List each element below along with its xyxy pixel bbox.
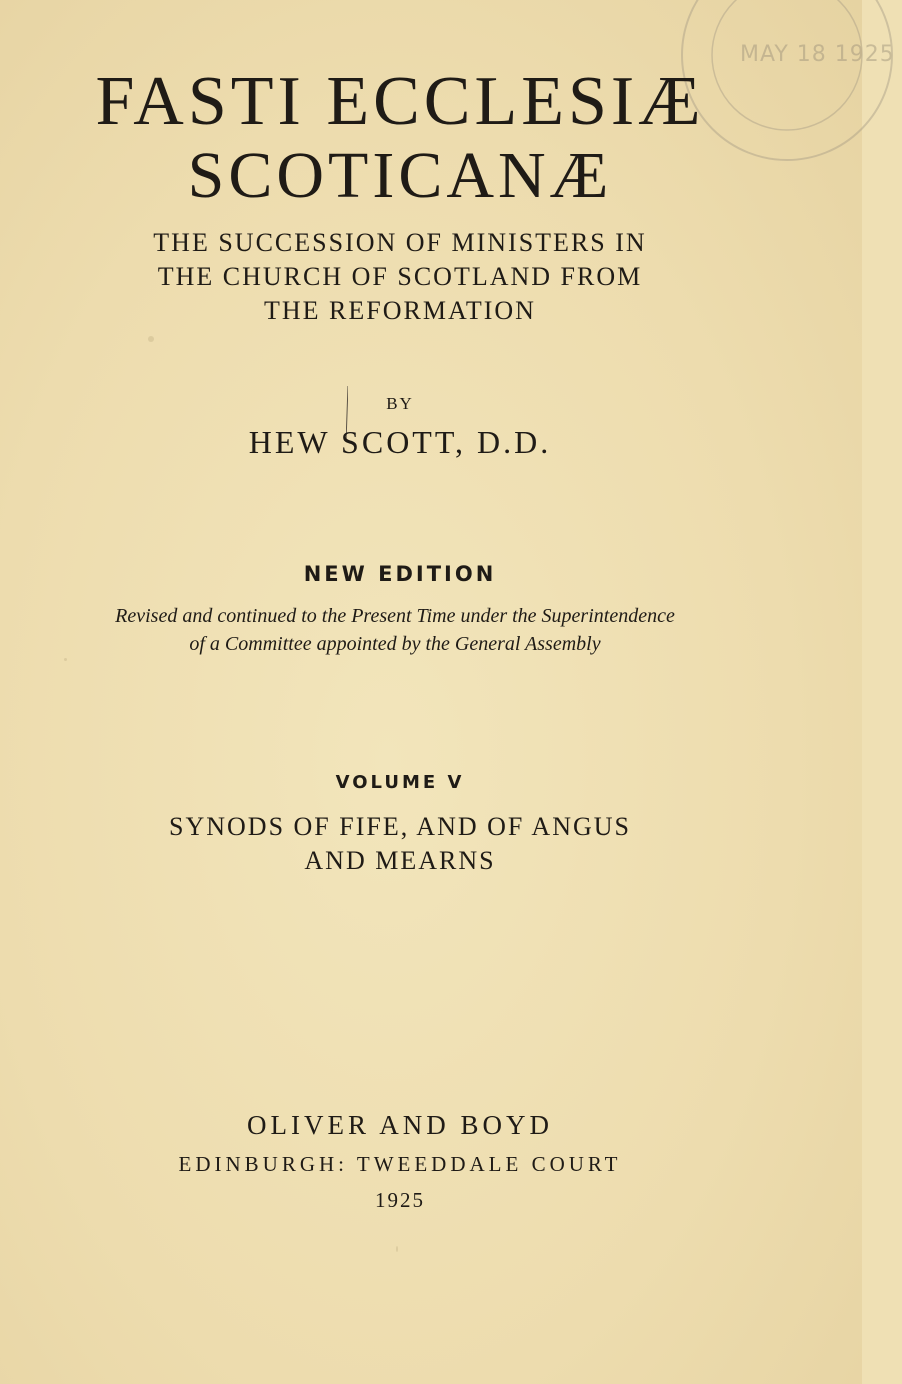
subtitle-line-1: THE SUCCESSION OF MINISTERS IN	[153, 228, 647, 257]
subtitle-line-3: THE REFORMATION	[264, 296, 536, 325]
publisher-place: EDINBURGH: TWEEDDALE COURT	[178, 1152, 622, 1176]
edition-note	[0, 602, 790, 658]
edition-note-line-2: of a Committee appointed by the General Assembly	[189, 633, 601, 655]
author-name: HEW SCOTT, D.D.	[248, 424, 552, 460]
volume-title-line-2: AND MEARNS	[304, 846, 496, 875]
paper-speck	[396, 1246, 398, 1252]
volume-label: VOLUME V	[335, 772, 465, 793]
paper-speck	[148, 336, 154, 342]
paper-speck	[64, 658, 67, 661]
subtitle	[0, 226, 800, 328]
publication-year: 1925	[375, 1188, 425, 1212]
title-line-1: FASTI ECCLESIÆ	[95, 63, 705, 140]
stamp-date: MAY 18 1925	[740, 42, 895, 67]
edition-note-line-1: Revised and continued to the Present Time under the Superintendence	[115, 605, 675, 627]
volume-title	[0, 810, 800, 878]
subtitle-line-2: THE CHURCH OF SCOTLAND FROM	[157, 262, 643, 291]
title-line-2: SCOTICANÆ	[187, 139, 613, 212]
edition-label: NEW EDITION	[303, 562, 497, 586]
by-label: BY	[386, 394, 414, 413]
publisher-name: OLIVER AND BOYD	[247, 1110, 553, 1140]
volume-title-line-1: SYNODS OF FIFE, AND OF ANGUS	[169, 812, 631, 841]
